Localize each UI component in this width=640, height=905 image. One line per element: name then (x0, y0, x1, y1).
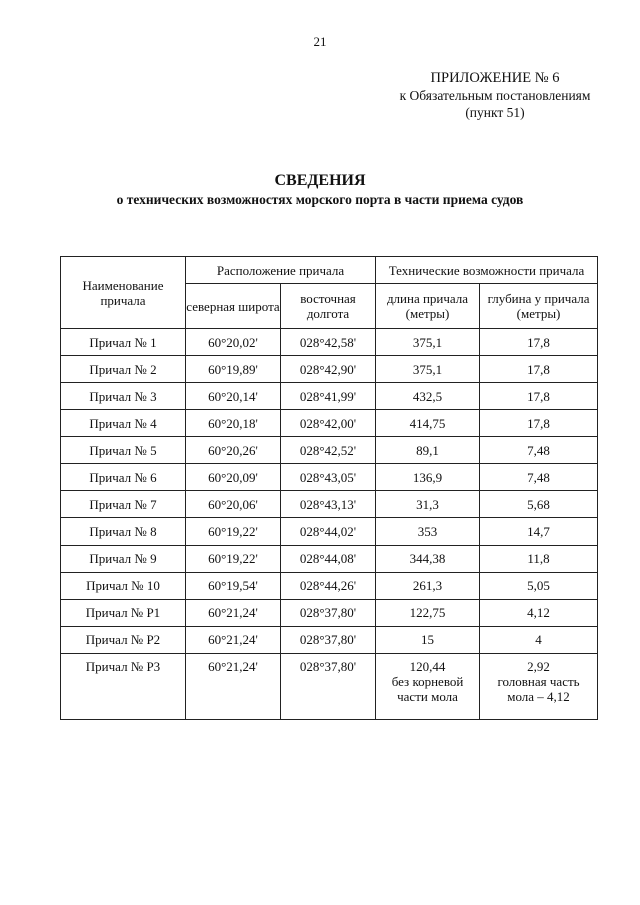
berth-latitude: 60°20,26' (186, 437, 281, 464)
berth-depth: 2,92 (527, 658, 550, 674)
berth-name: Причал № 7 (61, 491, 186, 518)
berth-longitude: 028°37,80' (281, 599, 376, 626)
berth-length: 89,1 (376, 437, 480, 464)
table-row (61, 491, 598, 518)
document-subtitle: о технических возможностях морского порта в части приема судов (116, 192, 524, 207)
document-title: СВЕДЕНИЯ (274, 172, 366, 189)
berth-length: 120,44 (409, 658, 446, 674)
berth-depth: 17,8 (480, 410, 598, 437)
header-length: длина причала (метры) (376, 284, 480, 329)
header-longitude: восточная долгота (281, 284, 376, 329)
berth-length: 344,38 (376, 545, 480, 572)
berth-latitude: 60°20,06' (186, 491, 281, 518)
table-row (61, 329, 598, 356)
table-row (61, 599, 598, 626)
berth-depth: 17,8 (480, 329, 598, 356)
berth-depth: 5,68 (480, 491, 598, 518)
berth-latitude: 60°19,54' (186, 572, 281, 599)
berth-longitude: 028°44,26' (281, 572, 376, 599)
berth-length-note: без корневой (391, 673, 464, 689)
header-technical: Технические возможности причала (376, 257, 598, 284)
berth-name: Причал № 9 (61, 545, 186, 572)
berth-name: Причал № 2 (61, 356, 186, 383)
berth-depth-cell (480, 653, 598, 719)
berth-name: Причал № Р1 (61, 599, 186, 626)
berth-name: Причал № 3 (61, 383, 186, 410)
berth-name: Причал № Р2 (61, 626, 186, 653)
berth-depth: 4,12 (480, 599, 598, 626)
berth-length: 375,1 (376, 356, 480, 383)
berth-latitude: 60°20,18' (186, 410, 281, 437)
berth-name: Причал № Р3 (61, 653, 186, 719)
appendix-title: ПРИЛОЖЕНИЕ № 6 (430, 70, 560, 86)
berth-latitude: 60°19,22' (186, 518, 281, 545)
berth-longitude: 028°44,08' (281, 545, 376, 572)
berth-name: Причал № 4 (61, 410, 186, 437)
appendix-header (380, 70, 610, 121)
table-row (61, 464, 598, 491)
berth-name: Причал № 8 (61, 518, 186, 545)
berth-depth: 11,8 (480, 545, 598, 572)
berth-longitude: 028°42,58' (281, 329, 376, 356)
berth-name: Причал № 1 (61, 329, 186, 356)
table-row (61, 545, 598, 572)
berth-depth-note: головная часть (497, 673, 580, 689)
berth-length: 414,75 (376, 410, 480, 437)
page-number: 21 (313, 34, 327, 49)
berth-length: 136,9 (376, 464, 480, 491)
table-row (61, 518, 598, 545)
berth-length: 375,1 (376, 329, 480, 356)
berth-latitude: 60°20,14' (186, 383, 281, 410)
table-row (61, 626, 598, 653)
berth-longitude: 028°42,90' (281, 356, 376, 383)
berth-depth: 4 (480, 626, 598, 653)
berth-depth: 5,05 (480, 572, 598, 599)
header-berth-name: Наименование причала (61, 257, 186, 329)
berth-depth: 17,8 (480, 383, 598, 410)
table-row (61, 572, 598, 599)
table-row (61, 653, 598, 719)
berth-length-note: части мола (397, 688, 458, 704)
table-row (61, 437, 598, 464)
berth-longitude: 028°41,99' (281, 383, 376, 410)
berth-longitude: 028°42,52' (281, 437, 376, 464)
berth-depth: 14,7 (480, 518, 598, 545)
berth-latitude: 60°21,24' (186, 626, 281, 653)
berth-longitude: 028°43,13' (281, 491, 376, 518)
berth-longitude: 028°37,80' (281, 653, 376, 719)
table-row (61, 410, 598, 437)
berth-latitude: 60°19,89' (186, 356, 281, 383)
berth-length: 261,3 (376, 572, 480, 599)
berth-length: 353 (376, 518, 480, 545)
header-depth: глубина у причала (метры) (480, 284, 598, 329)
berth-longitude: 028°37,80' (281, 626, 376, 653)
berth-longitude: 028°44,02' (281, 518, 376, 545)
appendix-clause: (пункт 51) (465, 105, 525, 120)
berth-name: Причал № 5 (61, 437, 186, 464)
table-row (61, 383, 598, 410)
berth-latitude: 60°20,02' (186, 329, 281, 356)
berth-name: Причал № 6 (61, 464, 186, 491)
berth-length: 432,5 (376, 383, 480, 410)
berth-length: 31,3 (376, 491, 480, 518)
appendix-reference: к Обязательным постановлениям (399, 88, 591, 103)
berth-length: 15 (376, 626, 480, 653)
berth-latitude: 60°21,24' (186, 599, 281, 626)
berth-length-cell (376, 653, 480, 719)
berth-latitude: 60°20,09' (186, 464, 281, 491)
table-row (61, 356, 598, 383)
berth-length: 122,75 (376, 599, 480, 626)
berth-depth-note: мола – 4,12 (507, 688, 570, 704)
berth-depth: 7,48 (480, 437, 598, 464)
berths-table (60, 256, 598, 720)
berth-longitude: 028°43,05' (281, 464, 376, 491)
header-latitude: северная широта (186, 284, 281, 329)
berth-latitude: 60°21,24' (186, 653, 281, 719)
berth-longitude: 028°42,00' (281, 410, 376, 437)
berth-depth: 7,48 (480, 464, 598, 491)
berth-latitude: 60°19,22' (186, 545, 281, 572)
berth-name: Причал № 10 (61, 572, 186, 599)
berth-depth: 17,8 (480, 356, 598, 383)
header-location: Расположение причала (186, 257, 376, 284)
